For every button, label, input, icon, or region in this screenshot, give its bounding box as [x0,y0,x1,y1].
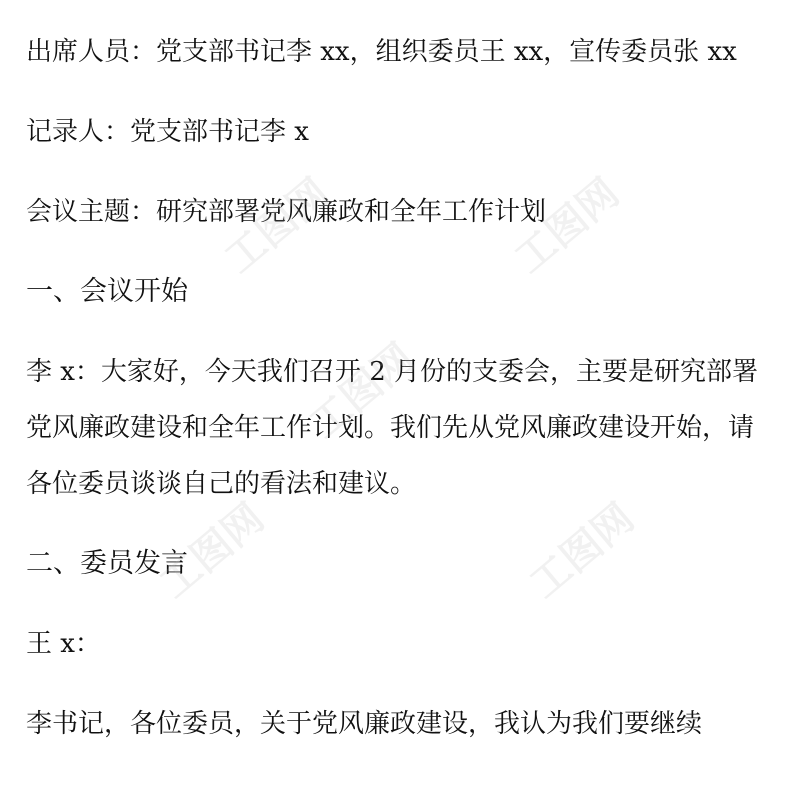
section-heading-meeting-start: 一、会议开始 [26,276,188,307]
watermark-logo: 工图网 [301,334,423,448]
watermark-logo: 工图网 [521,494,643,608]
document-body [26,24,776,776]
attendees-line: 出席人员：党支部书记李 xx，组织委员王 xx，宣传委员张 xx [26,37,737,67]
watermark-logo: 工图网 [506,169,628,283]
recorder-line: 记录人：党支部书记李 x [26,117,309,147]
section-heading-member-speeches: 二、委员发言 [26,548,188,579]
speaker-wang-paragraph: 李书记，各位委员，关于党风廉政建设，我认为我们要继续 [26,709,703,739]
topic-line: 会议主题：研究部署党风廉政和全年工作计划 [26,197,547,227]
speaker-wang-label: 王 x： [26,629,101,659]
section-paragraph-opening: 李 x：大家好，今天我们召开 2 月份的支委会，主要是研究部署党风廉政建设和全年工作计划。我们先从党风廉政建设开始，请各位委员谈谈自己的看法和建议。 [26,357,758,499]
watermark-logo: 工图网 [151,494,273,608]
watermark-logo: 工图网 [216,169,338,283]
